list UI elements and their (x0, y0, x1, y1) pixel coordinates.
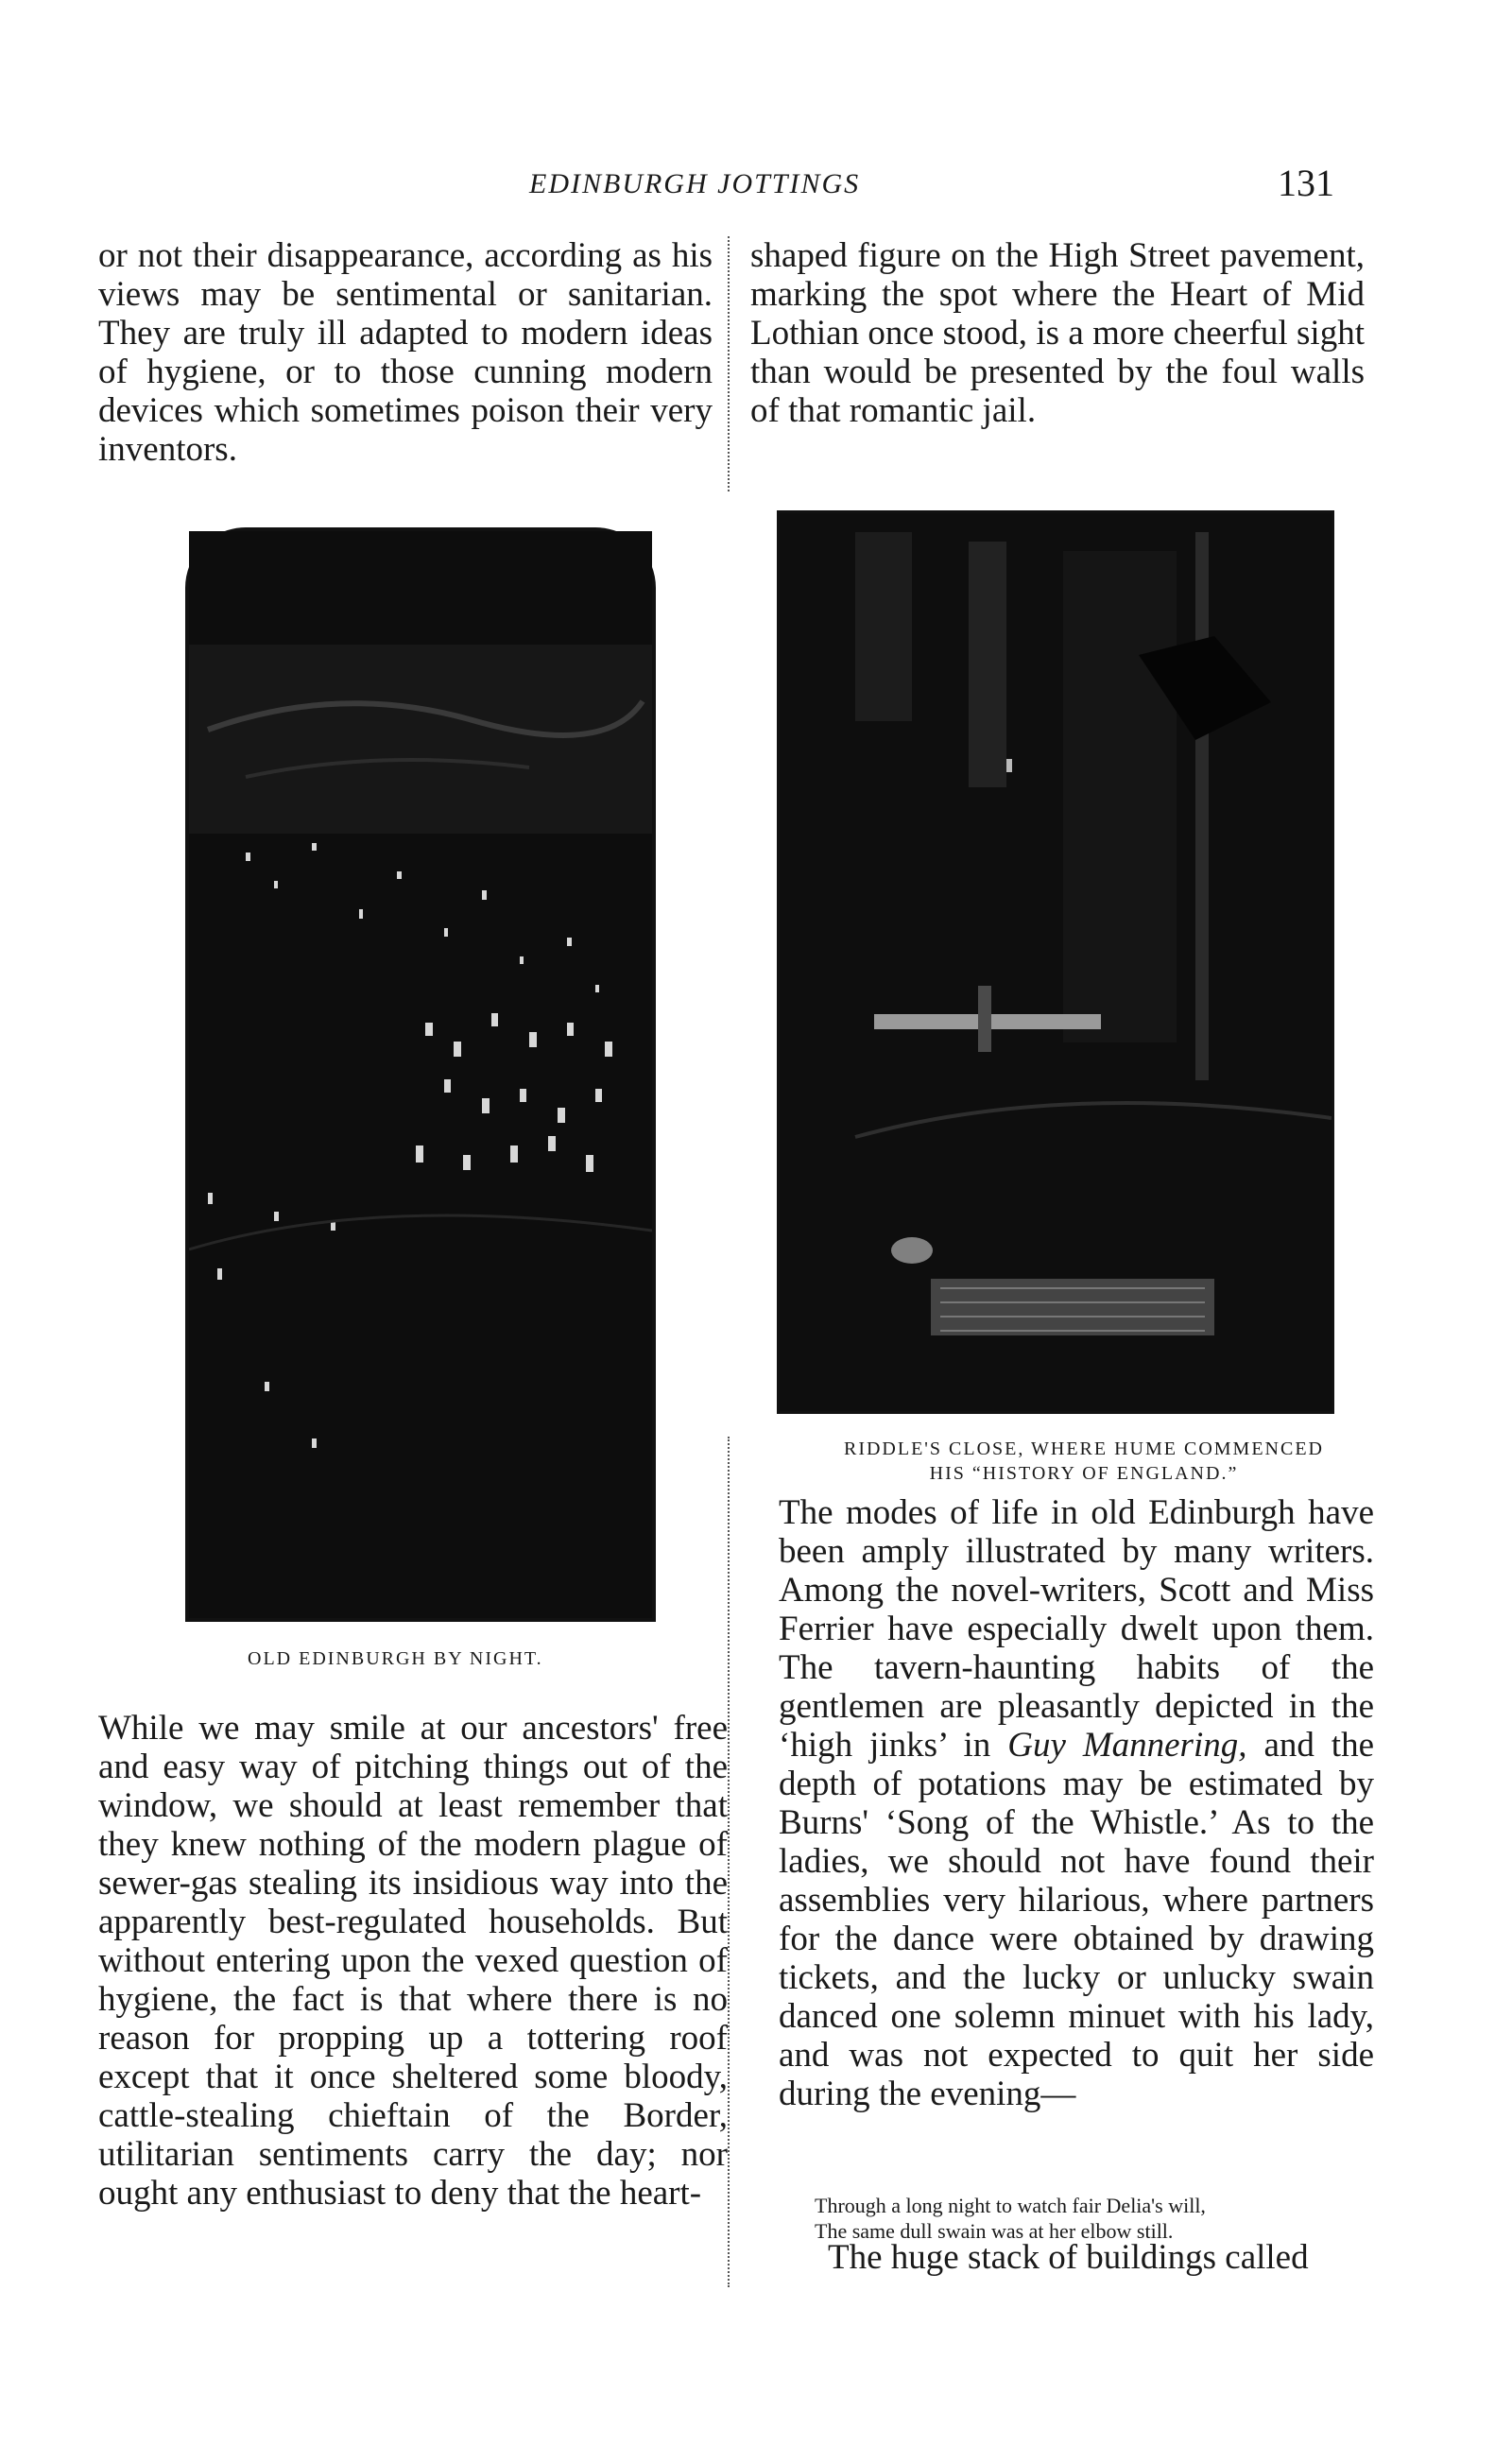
quote-line-2: The same dull swain was at her elbow still. (815, 2219, 1174, 2243)
right-body-before-title: The modes of life in old Edinburgh have been amply illustrated by many writers. Among the novel-writers, Scott and Miss Ferrier have especially dwelt upon them. The tavern-haunting habits of the gentlemen are pleasantly depicted in the ‘high jinks’ in (779, 1493, 1374, 1765)
column-rule-top (728, 236, 730, 491)
right-body-paragraph (779, 1493, 1374, 2113)
page-number: 131 (1278, 162, 1334, 204)
closing-line: The huge stack of buildings called (828, 2238, 1309, 2277)
verse-quote (815, 2193, 1382, 2244)
left-figure-caption: OLD EDINBURGH BY NIGHT. (248, 1648, 543, 1669)
right-body-after-title: and the depth of potations may be estimated by Burns' ‘Song of the Whistle.’ As to the ladies, we should not have found their assemblies very hilarious, where partners for the dance were obtained by drawing tickets, and the lucky or unlucky swain danced one solemn minuet with his lady, and was not expected to quit her side during the evening— (779, 1726, 1374, 2113)
old-edinburgh-night-illustration (185, 527, 656, 1622)
left-body-text: While we may smile at our ancestors' free and easy way of pitching things out of the window, we should at least remember that they knew nothing of the modern plague of sewer-gas stealing its insidious way into the apparently best-regulated households. But without entering upon the vexed question of hygiene, the fact is that where there is no reason for propping up a tottering roof except that it once sheltered some bloody, cattle-stealing chieftain of the Border, utilitarian sentiments carry the day; nor ought any enthusiast to deny that the heart- (98, 1709, 728, 2213)
left-body-paragraph (98, 1709, 728, 2213)
right-top-paragraph (750, 236, 1365, 430)
right-body-text (779, 1493, 1374, 2113)
riddles-close-illustration (777, 510, 1334, 1414)
running-title: EDINBURGH JOTTINGS (529, 168, 861, 199)
right-top-text: shaped figure on the High Street pavement, marking the spot where the Heart of Mid Lothian once stood, is a more cheerful sight than would be presented by the foul walls of that romantic jail. (750, 236, 1365, 430)
column-rule-bottom (728, 1437, 730, 2287)
right-caption-line-2: HIS “HISTORY OF ENGLAND.” (929, 1463, 1239, 1484)
right-figure-caption (796, 1437, 1372, 1486)
right-caption-line-1: RIDDLE'S CLOSE, WHERE HUME COMMENCED (843, 1438, 1324, 1459)
book-title: Guy Mannering, (1007, 1726, 1247, 1765)
night-city-engraving (189, 531, 652, 1618)
quote-line-1: Through a long night to watch fair Delia's will, (815, 2194, 1206, 2217)
close-engraving (780, 513, 1332, 1411)
left-top-paragraph (98, 236, 713, 469)
left-top-text: or not their disappearance, according as his views may be sentimental or sanitarian. They are truly ill adapted to modern ideas of hygiene, or to those cunning modern devices which sometimes poison their very inventors. (98, 236, 713, 469)
